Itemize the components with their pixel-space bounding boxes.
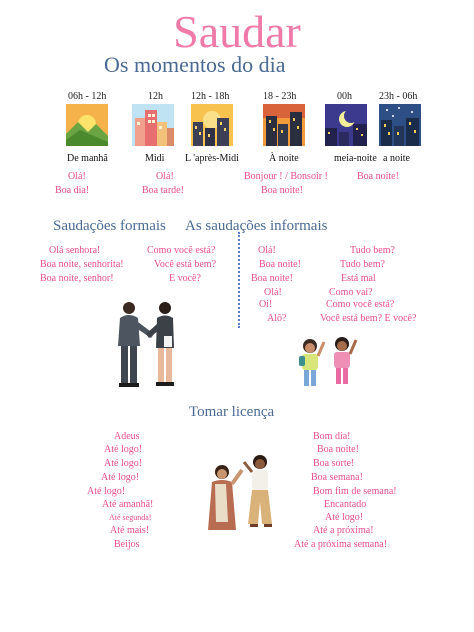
sunrise-mountain-icon [66, 104, 108, 146]
farewell: Boa noite! [317, 444, 359, 455]
informal-question: Como você está? [326, 299, 395, 310]
evening-city-icon [263, 104, 305, 146]
informal-greeting: Olá! [258, 245, 276, 256]
time-label: 18 - 23h [263, 91, 297, 102]
informal-question: Você está bem? E você? [320, 313, 417, 324]
farewell: Até logo! [325, 512, 364, 523]
informal-heading: As saudações informais [185, 218, 328, 234]
farewell: Até logo! [101, 472, 140, 483]
time-label: 23h - 06h [379, 91, 418, 102]
formal-heading: Saudações formais [53, 218, 166, 234]
page-title: Saudar [173, 6, 301, 57]
formal-question: E você? [169, 273, 201, 284]
informal-greeting: Boa noite! [251, 273, 293, 284]
informal-greeting: Boa noite! [259, 259, 301, 270]
greeting: Olá! [156, 171, 174, 182]
informal-question: Tudo bem? [350, 245, 395, 256]
moment-label: a noite [383, 153, 410, 164]
waving-children-illustration [296, 334, 360, 390]
leave-heading: Tomar licença [189, 404, 275, 420]
farewell: Até a próxima semana! [294, 539, 388, 550]
informal-question: Tudo bem? [340, 259, 385, 270]
farewell: Boa sorte! [313, 458, 355, 469]
greeting: Boa dia! [55, 185, 90, 196]
formal-question: Você está bem? [154, 259, 217, 270]
midnight-moon-icon [325, 104, 367, 146]
farewell: Bom fim de semana! [313, 486, 397, 497]
time-label: 06h - 12h [68, 91, 107, 102]
farewell: Até mais! [110, 525, 150, 536]
time-label: 00h [337, 91, 352, 102]
moment-label: À noite [269, 153, 299, 164]
moment-label: De manhã [67, 153, 108, 164]
greeting: Bonjour ! / Bonsoir ! [244, 171, 328, 182]
farewell: Beijos [114, 539, 140, 550]
greeting: Olá! [68, 171, 86, 182]
farewell: Até segunda! [109, 513, 152, 522]
informal-greeting: Olá! [264, 287, 282, 298]
formal-greeting: Boa noite, senhorita! [40, 259, 124, 270]
time-label: 12h - 18h [191, 91, 230, 102]
greeting: Boa tarde! [142, 185, 184, 196]
informal-greeting: Oi! [259, 299, 273, 310]
informal-question: Como vai? [329, 287, 373, 298]
moment-label: meia-noite [334, 153, 377, 164]
farewell: Adeus [114, 431, 140, 442]
farewell: Boa semana! [311, 472, 363, 483]
greeting: Boa noite! [357, 171, 399, 182]
farewell: Até amanhã! [102, 499, 154, 510]
farewell: Bom dia! [313, 431, 351, 442]
greeting: Boa noite! [261, 185, 303, 196]
midday-city-icon [132, 104, 174, 146]
farewell: Até logo! [104, 458, 143, 469]
moment-label: L 'après-Midi [185, 153, 239, 164]
informal-question: Está mal [341, 273, 376, 284]
formal-question: Como você está? [147, 245, 216, 256]
farewell: Até logo! [104, 444, 143, 455]
moment-label: Midi [145, 153, 165, 164]
formal-greeting: Olá senhora! [49, 245, 101, 256]
formal-greeting: Boa noite, senhor! [40, 273, 114, 284]
night-city-stars-icon [379, 104, 421, 146]
time-label: 12h [148, 91, 163, 102]
farewell: Até logo! [87, 486, 126, 497]
informal-greeting: Alô? [267, 313, 287, 324]
farewell: Até a próxima! [313, 525, 374, 536]
afternoon-city-sun-icon [191, 104, 233, 146]
farewell: Encantado [324, 499, 367, 510]
waving-women-illustration [204, 452, 280, 532]
handshake-illustration [110, 298, 182, 390]
section-divider [238, 232, 240, 328]
page-subtitle: Os momentos do dia [104, 52, 286, 77]
